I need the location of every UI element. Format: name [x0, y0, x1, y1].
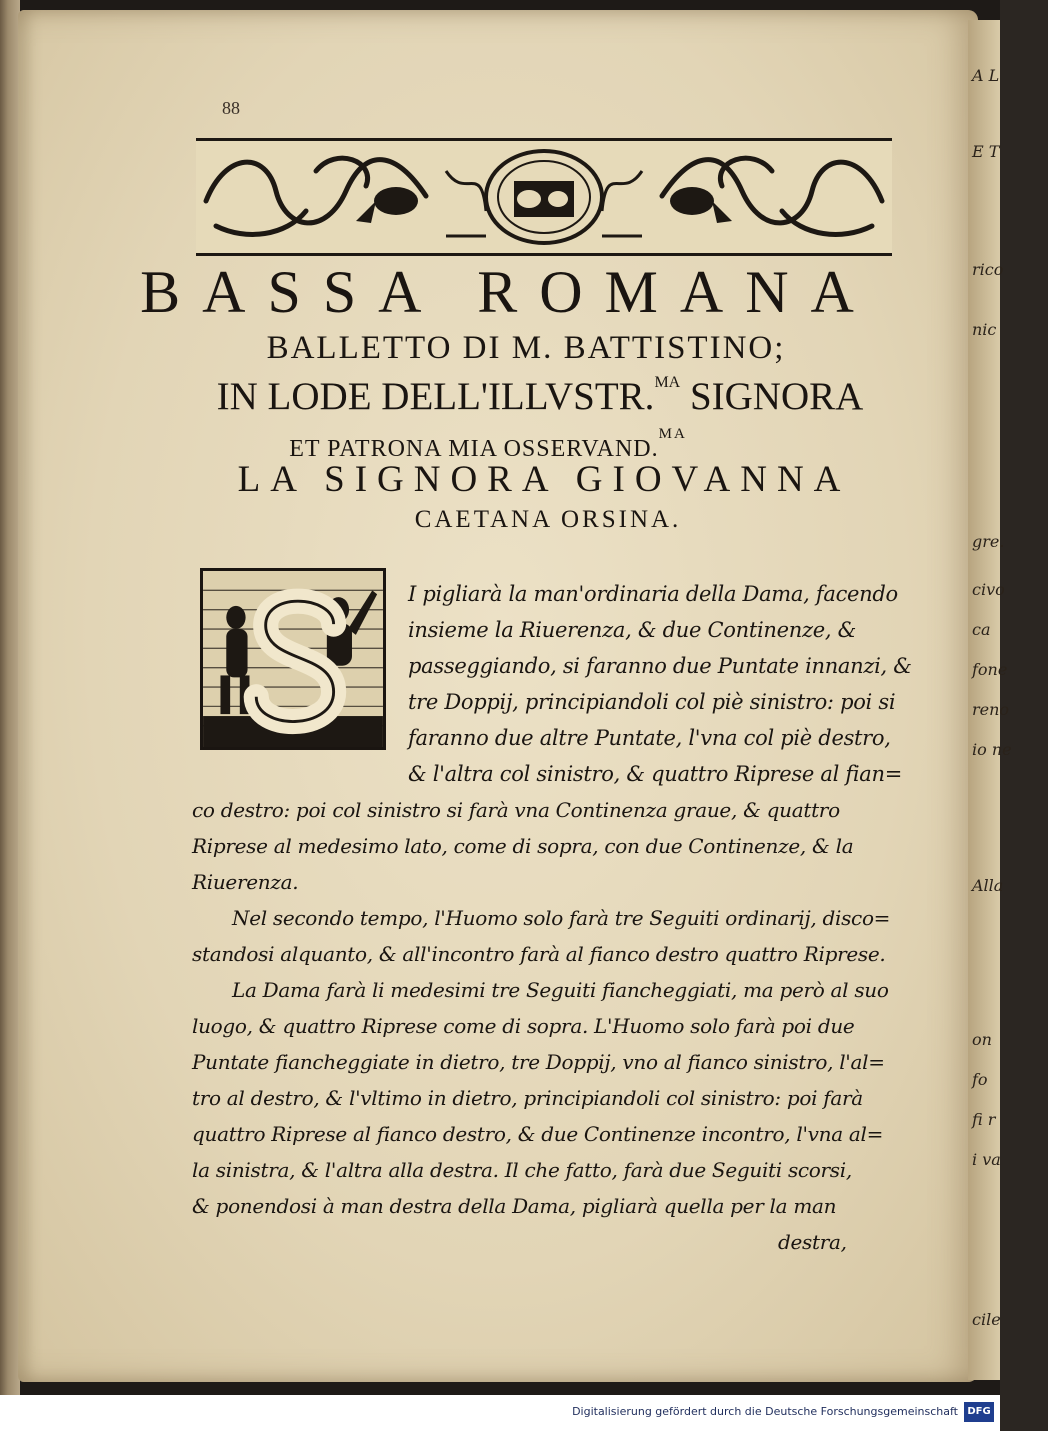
catchword: destra, [778, 1230, 847, 1254]
scrollwork-ornament-icon [196, 141, 892, 253]
right-page-fragment: Alla [972, 876, 1004, 895]
body-line: quattro Riprese al fianco destro, & due Continenze incontro, l'vna al= [192, 1122, 884, 1146]
superscript-abbreviation: MA [654, 374, 681, 391]
body-line: standosi alquanto, & all'incontro farà al fianco destro quattro Riprese. [192, 942, 886, 966]
right-page-fragment: rico [972, 260, 1004, 279]
body-line: insieme la Riuerenza, & due Continenze, & [408, 618, 857, 642]
body-line: la sinistra, & l'altra alla destra. Il che fatto, farà due Seguiti scorsi, [192, 1158, 852, 1182]
decorated-initial-s [200, 568, 386, 750]
superscript-abbreviation: MA [658, 426, 687, 442]
heading-line-1: BASSA ROMANA [140, 259, 876, 325]
body-line: faranno due altre Puntate, l'vna col piè destro, [408, 726, 891, 750]
body-line: & l'altra col sinistro, & quattro Riprese al fian= [408, 762, 902, 786]
right-page-fragment: fi r [972, 1110, 996, 1129]
heading-line-3-text: IN LODE DELL'ILLVSTR. [216, 375, 655, 418]
footer-bar [0, 1395, 1000, 1431]
heading-line-5: LA SIGNORA GIOVANNA [237, 459, 851, 500]
body-line: Riprese al medesimo lato, come di sopra, con due Continenze, & la [192, 834, 854, 858]
right-page-fragment: nic [972, 320, 997, 339]
body-line: I pigliarà la man'ordinaria della Dama, facendo [408, 582, 898, 606]
ornamental-headpiece [196, 138, 892, 256]
right-page-fragment: ca [972, 620, 991, 639]
right-page-fragment: gre. [972, 532, 1005, 551]
body-line: La Dama farà li medesimi tre Seguiti fiancheggiati, ma però al suo [232, 978, 889, 1002]
heading-line-6: CAETANA ORSINA. [414, 506, 682, 533]
right-page-fragment: i va [972, 1150, 1001, 1169]
heading-line-2: BALLETTO DI M. BATTISTINO; [266, 330, 786, 366]
right-page-fragment: E T [972, 142, 1000, 161]
right-page-fragment: cile [972, 1310, 1001, 1329]
body-line: & ponendosi à man destra della Dama, pigliarà quella per la man [192, 1194, 837, 1218]
right-page-fragment: on [972, 1030, 992, 1049]
body-line: tre Doppij, principiandoli col piè sinistro: poi si [408, 690, 896, 714]
heading-line-3 [40, 374, 1040, 419]
right-page-edge [968, 20, 1012, 1380]
heading-line-3-end: SIGNORA [689, 375, 864, 418]
right-page-fragment: fone [972, 660, 1008, 679]
right-page-fragment: reno [972, 700, 1010, 719]
body-line: Nel secondo tempo, l'Huomo solo farà tre Seguiti ordinarij, disco= [232, 906, 891, 930]
left-page-edge [0, 0, 20, 1395]
dfg-logo-icon: DFG [964, 1402, 994, 1422]
illuminated-letter-s-icon [203, 571, 383, 747]
right-page-fragment: io ne [972, 740, 1012, 759]
body-line: passeggiando, si faranno due Puntate innanzi, & [408, 654, 912, 678]
body-line: tro al destro, & l'vltimo in dietro, principiandoli col sinistro: poi farà [192, 1086, 863, 1110]
page-number: 88 [222, 98, 240, 118]
right-page-fragment: A L [972, 66, 1000, 85]
body-line: Riuerenza. [192, 870, 299, 894]
heading-line-4-text: ET PATRONA MIA OSSERVAND. [289, 436, 659, 462]
body-line: co destro: poi col sinistro si farà vna Continenza graue, & quattro [192, 798, 840, 822]
right-page-fragment: fo [972, 1070, 988, 1089]
body-line: Puntate fiancheggiate in dietro, tre Doppij, vno al fianco sinistro, l'al= [192, 1050, 885, 1074]
right-page-fragment: civo [972, 580, 1005, 599]
body-line: luogo, & quattro Riprese come di sopra. L'Huomo solo farà poi due [192, 1014, 855, 1038]
funding-credit: Digitalisierung gefördert durch die Deutsche Forschungsgemeinschaft [572, 1405, 958, 1418]
